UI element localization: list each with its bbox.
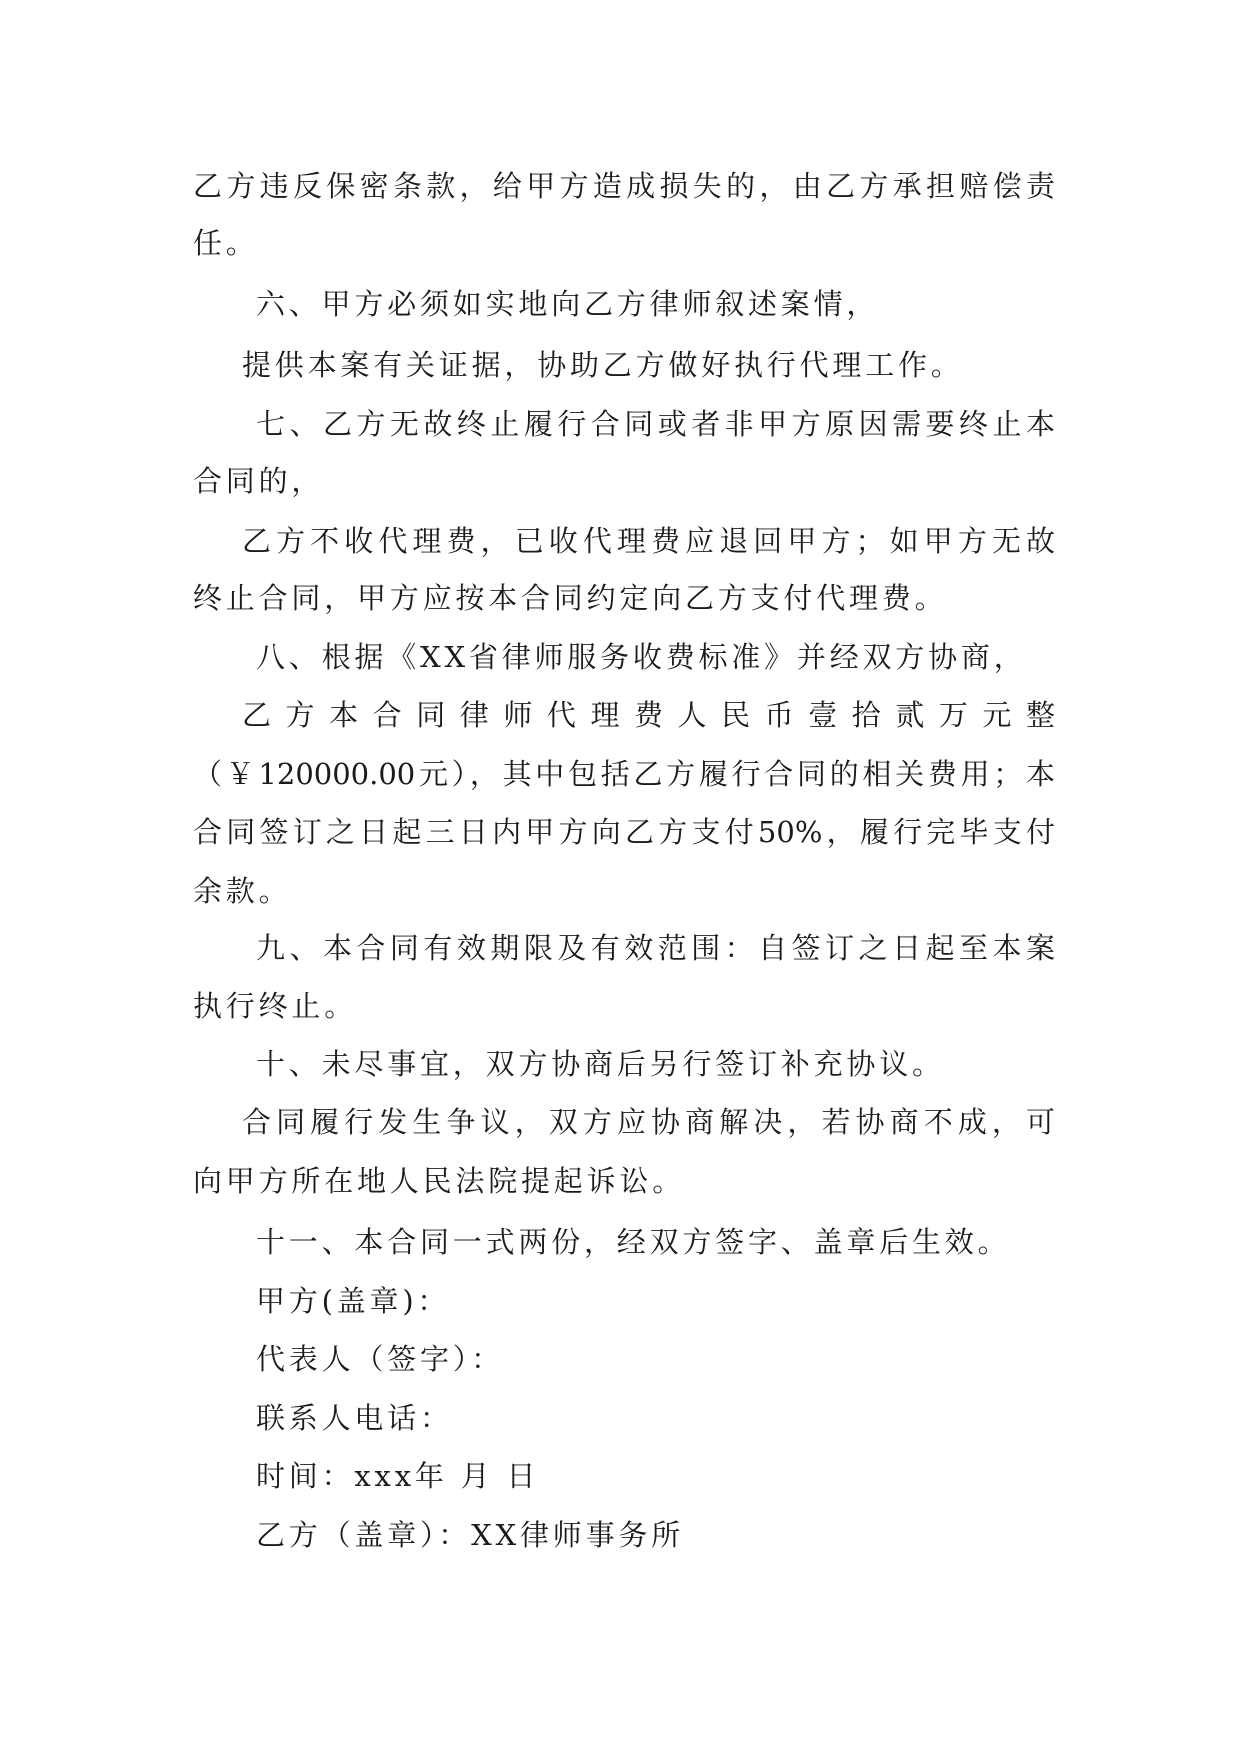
date-label: 时间：xxx年 月 日: [256, 1459, 540, 1493]
clause-8-fee-amount: 乙方本合同律师代理费人民币壹拾贰万元整: [242, 698, 1055, 732]
clause-8-fee-numeric: （￥120000.00元），其中包括乙方履行合同的相关费用；本: [193, 757, 1055, 791]
representative-signature-label: 代表人（签字）：: [256, 1342, 504, 1376]
clause-11-text: 十一、本合同一式两份，经双方签字、盖章后生效。: [256, 1225, 1011, 1259]
clause-9-text: 九、本合同有效期限及有效范围：自签订之日起至本案: [256, 931, 1055, 965]
clause-6-text: 提供本案有关证据，协助乙方做好执行代理工作。: [242, 348, 964, 382]
clause-5-end: 任。: [193, 226, 259, 260]
clause-7-text-end: 终止合同，甲方应按本合同约定向乙方支付代理费。: [193, 581, 948, 615]
clause-5-continuation: 乙方违反保密条款，给甲方造成损失的，由乙方承担赔偿责: [193, 169, 1055, 203]
clause-7-heading-end: 合同的，: [193, 464, 325, 498]
clause-9-end: 执行终止。: [193, 989, 358, 1023]
clause-8-end: 余款。: [193, 874, 292, 908]
clause-8-payment-terms: 合同签订之日起三日内甲方向乙方支付50%，履行完毕支付: [193, 815, 1055, 849]
clause-6-heading: 六、甲方必须如实地向乙方律师叙述案情，: [256, 287, 880, 321]
clause-8-heading: 八、根据《XX省律师服务收费标准》并经双方协商，: [256, 640, 1027, 674]
party-a-seal-label: 甲方(盖章)：: [256, 1284, 451, 1318]
party-b-seal-label: 乙方（盖章）：XX律师事务所: [256, 1518, 684, 1552]
dispute-resolution-text: 合同履行发生争议，双方应协商解决，若协商不成，可: [242, 1105, 1055, 1139]
dispute-resolution-end: 向甲方所在地人民法院提起诉讼。: [193, 1164, 686, 1198]
contact-phone-label: 联系人电话：: [256, 1401, 453, 1435]
clause-10-text: 十、未尽事宜，双方协商后另行签订补充协议。: [256, 1047, 945, 1081]
clause-7-text: 乙方不收代理费，已收代理费应退回甲方；如甲方无故: [242, 524, 1055, 558]
clause-7-heading: 七、乙方无故终止履行合同或者非甲方原因需要终止本: [256, 407, 1055, 441]
